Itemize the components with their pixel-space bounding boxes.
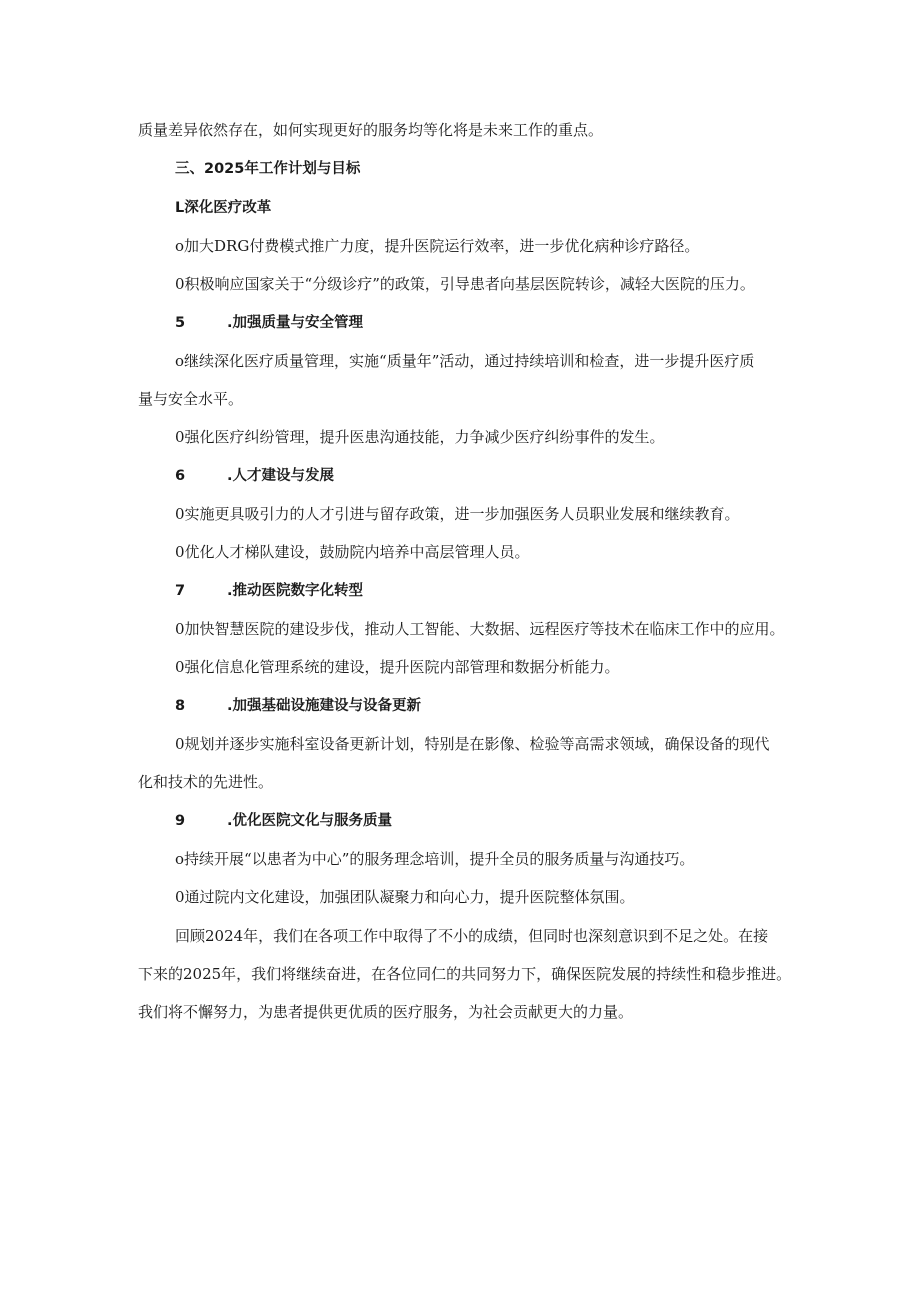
- paragraph-line: 质量差异依然存在，如何实现更好的服务均等化将是未来工作的重点。: [138, 121, 604, 139]
- subsection-title: .优化医院文化与服务质量: [227, 813, 393, 829]
- bullet-item: o持续开展“以患者为中心”的服务理念培训，提升全员的服务质量与沟通技巧。: [175, 850, 695, 868]
- bullet-item: o加大DRG付费模式推广力度，提升医院运行效率，进一步优化病种诊疗路径。: [175, 237, 700, 255]
- subsection-heading: [175, 466, 334, 486]
- bullet-item: 0通过院内文化建设，加强团队凝聚力和向心力，提升医院整体氛围。: [175, 888, 635, 906]
- subsection-heading: [175, 313, 363, 333]
- subsection-title: .加强基础设施建设与设备更新: [227, 698, 422, 714]
- bullet-item: 0强化医疗纠纷管理，提升医患沟通技能，力争减少医疗纠纷事件的发生。: [175, 428, 665, 446]
- bullet-item: 0强化信息化管理系统的建设，提升医院内部管理和数据分析能力。: [175, 658, 620, 676]
- paragraph-line: 量与安全水平。: [138, 390, 244, 408]
- subsection-heading: [175, 696, 421, 716]
- subsection-heading: [175, 811, 392, 831]
- section-number: 6: [175, 468, 186, 484]
- bullet-item: 0实施更具吸引力的人才引进与留存政策，进一步加强医务人员职业发展和继续教育。: [175, 505, 740, 523]
- bullet-item: 0规划并逐步实施科室设备更新计划，特别是在影像、检验等高需求领域，确保设备的现代: [175, 735, 770, 753]
- subsection-title: .人才建设与发展: [227, 468, 335, 484]
- paragraph-line: 化和技术的先进性。: [138, 773, 274, 791]
- bullet-item: 0优化人才梯队建设，鼓励院内培养中高层管理人员。: [175, 543, 530, 561]
- subsection-title: .推动医院数字化转型: [227, 583, 364, 599]
- section-number: 5: [175, 315, 186, 331]
- section-number: 9: [175, 813, 186, 829]
- paragraph-line: 我们将不懈努力，为患者提供更优质的医疗服务，为社会贡献更大的力量。: [138, 1003, 634, 1021]
- subsection-heading: L深化医疗改革: [175, 200, 272, 216]
- bullet-item: o继续深化医疗质量管理，实施“质量年”活动，通过持续培训和检查，进一步提升医疗质: [175, 352, 755, 370]
- section-number: 7: [175, 583, 186, 599]
- subsection-heading: [175, 581, 363, 601]
- section-number: 8: [175, 698, 186, 714]
- subsection-title: .加强质量与安全管理: [227, 315, 364, 331]
- bullet-item: 0加快智慧医院的建设步伐，推动人工智能、大数据、远程医疗等技术在临床工作中的应用。: [175, 620, 785, 638]
- section-heading: 三、2025年工作计划与目标: [175, 161, 361, 177]
- bullet-item: 0积极响应国家关于“分级诊疗”的政策，引导患者向基层医院转诊，减轻大医院的压力。: [175, 275, 755, 293]
- paragraph-line: 回顾2024年，我们在各项工作中取得了不小的成绩，但同时也深刻意识到不足之处。在接: [175, 927, 769, 945]
- paragraph-line: 下来的2025年，我们将继续奋进，在各位同仁的共同努力下，确保医院发展的持续性和稳步推进。: [138, 965, 792, 983]
